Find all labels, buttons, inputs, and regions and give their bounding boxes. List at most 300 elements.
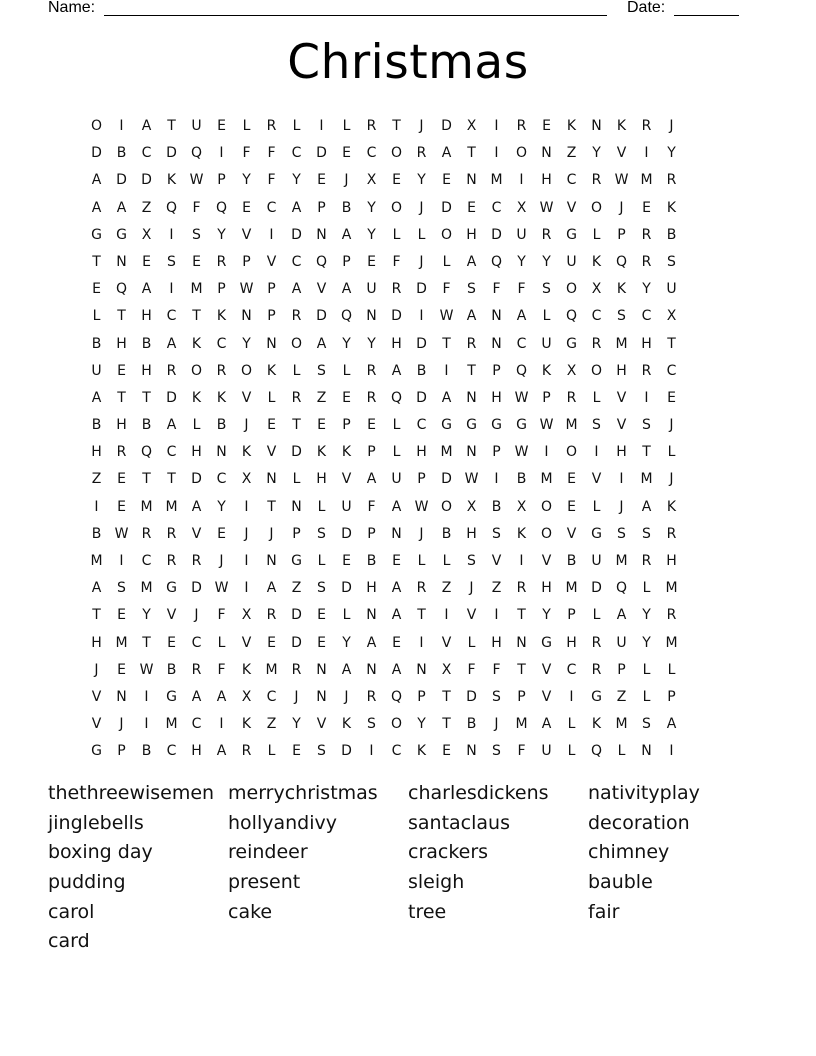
grid-letter[interactable]: T [467,145,476,162]
grid-letter[interactable]: T [92,607,101,624]
grid-letter[interactable]: I [444,362,449,379]
grid-letter[interactable]: Z [441,580,452,597]
grid-letter[interactable]: L [567,743,576,760]
grid-letter[interactable]: I [594,444,599,461]
grid-letter[interactable]: B [566,553,577,569]
grid-letter[interactable]: U [541,743,552,760]
grid-letter[interactable]: E [667,389,676,406]
grid-letter[interactable]: V [241,634,252,651]
grid-letter[interactable]: P [567,607,576,624]
grid-letter[interactable]: F [242,145,251,162]
grid-letter[interactable]: A [91,172,102,189]
grid-letter[interactable]: E [317,634,326,651]
grid-letter[interactable]: M [115,634,128,651]
grid-letter[interactable]: O [540,498,553,515]
grid-letter[interactable]: R [266,118,277,134]
grid-letter[interactable]: R [366,118,377,134]
grid-letter[interactable]: C [141,553,152,569]
grid-letter[interactable]: M [665,634,678,651]
grid-letter[interactable]: I [619,471,624,488]
grid-letter[interactable]: L [292,118,301,134]
grid-letter[interactable]: P [217,281,226,298]
grid-letter[interactable]: R [591,335,602,352]
grid-letter[interactable]: A [216,743,227,760]
grid-letter[interactable]: D [166,389,177,406]
grid-letter[interactable]: B [116,145,127,162]
grid-letter[interactable]: J [344,172,349,189]
grid-letter[interactable]: C [166,444,177,461]
grid-letter[interactable]: D [416,389,427,406]
grid-letter[interactable]: B [141,417,152,434]
grid-letter[interactable]: G [91,226,102,243]
grid-letter[interactable]: E [442,172,451,189]
grid-letter[interactable]: Y [367,226,376,243]
grid-letter[interactable]: E [267,634,276,651]
grid-letter[interactable]: K [591,253,602,270]
grid-letter[interactable]: J [269,525,274,542]
grid-letter[interactable]: H [366,580,377,597]
grid-letter[interactable]: K [541,362,552,379]
grid-letter[interactable]: I [244,580,249,597]
grid-letter[interactable]: X [441,661,452,678]
grid-letter[interactable]: J [669,417,674,434]
grid-letter[interactable]: T [292,417,301,434]
grid-letter[interactable]: R [641,553,652,569]
grid-letter[interactable]: S [367,716,376,733]
grid-letter[interactable]: F [517,281,526,298]
grid-letter[interactable]: N [466,172,477,189]
grid-letter[interactable]: X [241,688,252,705]
grid-letter[interactable]: G [516,417,527,434]
grid-letter[interactable]: O [515,145,528,162]
grid-letter[interactable]: A [216,688,227,705]
date-field[interactable] [674,15,739,16]
grid-letter[interactable]: Z [141,199,152,216]
grid-letter[interactable]: L [342,362,351,379]
grid-letter[interactable]: R [666,525,677,542]
grid-letter[interactable]: D [191,580,202,597]
grid-letter[interactable]: S [542,281,551,298]
grid-letter[interactable]: S [317,362,326,379]
grid-letter[interactable]: Z [316,389,327,406]
grid-letter[interactable]: J [219,553,224,569]
grid-letter[interactable]: R [366,362,377,379]
grid-letter[interactable]: L [642,580,651,597]
grid-letter[interactable]: P [492,444,501,461]
grid-letter[interactable]: J [669,118,674,134]
grid-letter[interactable]: V [166,607,177,624]
grid-letter[interactable]: E [217,118,226,134]
grid-letter[interactable]: A [91,389,102,406]
grid-letter[interactable]: V [466,607,477,624]
grid-letter[interactable]: N [116,253,127,270]
grid-letter[interactable]: L [392,417,401,434]
grid-letter[interactable]: N [491,308,502,325]
grid-letter[interactable]: M [490,172,503,189]
grid-letter[interactable]: T [142,634,151,651]
grid-letter[interactable]: A [391,362,402,379]
grid-letter[interactable]: C [291,253,302,270]
grid-letter[interactable]: Q [140,444,153,461]
grid-letter[interactable]: O [590,199,603,216]
grid-letter[interactable]: J [419,253,424,270]
grid-letter[interactable]: X [566,362,577,379]
grid-letter[interactable]: L [342,607,351,624]
grid-letter[interactable]: T [117,308,126,325]
grid-letter[interactable]: Y [217,498,226,515]
grid-letter[interactable]: N [466,389,477,406]
grid-letter[interactable]: N [316,688,327,705]
grid-letter[interactable]: J [344,688,349,705]
grid-letter[interactable]: D [291,607,302,624]
grid-letter[interactable]: R [366,688,377,705]
grid-letter[interactable]: N [366,308,377,325]
grid-letter[interactable]: L [242,118,251,134]
grid-letter[interactable]: H [491,634,502,651]
grid-letter[interactable]: E [392,634,401,651]
grid-letter[interactable]: D [416,335,427,352]
grid-letter[interactable]: E [442,743,451,760]
grid-letter[interactable]: A [391,661,402,678]
grid-letter[interactable]: L [392,226,401,243]
grid-letter[interactable]: H [641,335,652,352]
grid-letter[interactable]: L [417,226,426,243]
grid-letter[interactable]: A [391,498,402,515]
grid-letter[interactable]: R [666,172,677,189]
grid-letter[interactable]: F [492,661,501,678]
grid-letter[interactable]: V [266,253,277,270]
grid-letter[interactable]: V [566,525,577,542]
grid-letter[interactable]: E [117,607,126,624]
grid-letter[interactable]: Q [390,389,403,406]
grid-letter[interactable]: H [566,634,577,651]
grid-letter[interactable]: K [266,362,277,379]
grid-letter[interactable]: U [391,471,402,488]
grid-letter[interactable]: K [341,444,352,461]
grid-letter[interactable]: A [541,716,552,733]
grid-letter[interactable]: R [516,580,527,597]
grid-letter[interactable]: E [567,498,576,515]
grid-letter[interactable]: Y [367,335,376,352]
grid-letter[interactable]: J [469,580,474,597]
grid-letter[interactable]: A [291,281,302,298]
grid-letter[interactable]: E [192,253,201,270]
grid-letter[interactable]: C [416,417,427,434]
grid-letter[interactable]: T [142,389,151,406]
grid-letter[interactable]: H [666,553,677,569]
grid-letter[interactable]: S [642,525,651,542]
grid-letter[interactable]: C [166,743,177,760]
grid-letter[interactable]: W [514,389,529,406]
grid-letter[interactable]: H [391,335,402,352]
grid-letter[interactable]: M [665,580,678,597]
grid-letter[interactable]: P [342,417,351,434]
grid-letter[interactable]: Q [565,308,578,325]
grid-letter[interactable]: O [240,362,253,379]
grid-letter[interactable]: W [514,444,529,461]
grid-letter[interactable]: N [266,471,277,488]
grid-letter[interactable]: M [565,417,578,434]
grid-letter[interactable]: L [392,444,401,461]
grid-letter[interactable]: Y [642,281,651,298]
grid-letter[interactable]: E [242,199,251,216]
grid-letter[interactable]: R [591,172,602,189]
grid-letter[interactable]: D [291,634,302,651]
grid-letter[interactable]: C [166,308,177,325]
grid-letter[interactable]: S [642,716,651,733]
grid-letter[interactable]: C [191,716,202,733]
grid-letter[interactable]: G [166,688,177,705]
grid-letter[interactable]: H [191,743,202,760]
grid-letter[interactable]: W [114,525,129,542]
grid-letter[interactable]: P [317,199,326,216]
grid-letter[interactable]: V [316,281,327,298]
grid-letter[interactable]: F [467,661,476,678]
grid-letter[interactable]: V [241,226,252,243]
grid-letter[interactable]: P [417,471,426,488]
grid-letter[interactable]: R [516,118,527,134]
grid-letter[interactable]: I [494,607,499,624]
grid-letter[interactable]: P [542,389,551,406]
grid-letter[interactable]: C [666,362,677,379]
grid-letter[interactable]: A [441,145,452,162]
grid-letter[interactable]: S [317,743,326,760]
grid-letter[interactable]: I [169,281,174,298]
grid-letter[interactable]: A [341,226,352,243]
grid-letter[interactable]: V [91,716,102,733]
grid-letter[interactable]: C [391,743,402,760]
grid-letter[interactable]: J [244,525,249,542]
grid-letter[interactable]: V [591,471,602,488]
grid-letter[interactable]: H [466,525,477,542]
grid-letter[interactable]: R [391,281,402,298]
grid-letter[interactable]: D [466,688,477,705]
grid-letter[interactable]: R [291,308,302,325]
grid-letter[interactable]: P [367,525,376,542]
grid-letter[interactable]: U [566,253,577,270]
grid-letter[interactable]: Y [667,145,676,162]
grid-letter[interactable]: J [494,716,499,733]
grid-letter[interactable]: F [217,661,226,678]
grid-letter[interactable]: F [442,281,451,298]
grid-letter[interactable]: L [467,634,476,651]
grid-letter[interactable]: L [442,253,451,270]
name-field[interactable] [104,15,607,16]
grid-letter[interactable]: T [167,471,176,488]
grid-letter[interactable]: M [640,172,653,189]
grid-letter[interactable]: B [516,471,527,488]
grid-letter[interactable]: L [592,607,601,624]
grid-letter[interactable]: T [442,688,451,705]
grid-letter[interactable]: M [540,471,553,488]
grid-letter[interactable]: R [591,634,602,651]
grid-letter[interactable]: A [116,199,127,216]
grid-letter[interactable]: I [669,743,674,760]
grid-letter[interactable]: O [390,145,403,162]
grid-letter[interactable]: E [467,199,476,216]
grid-letter[interactable]: A [341,661,352,678]
grid-letter[interactable]: R [216,253,227,270]
grid-letter[interactable]: R [641,362,652,379]
grid-letter[interactable]: N [241,308,252,325]
grid-letter[interactable]: M [165,498,178,515]
grid-letter[interactable]: T [642,444,651,461]
grid-letter[interactable]: L [667,444,676,461]
grid-letter[interactable]: V [91,688,102,705]
grid-letter[interactable]: A [366,634,377,651]
grid-letter[interactable]: J [94,661,99,678]
grid-letter[interactable]: O [390,716,403,733]
grid-letter[interactable]: D [91,145,102,162]
grid-letter[interactable]: H [191,444,202,461]
grid-letter[interactable]: S [492,688,501,705]
grid-letter[interactable]: I [494,471,499,488]
grid-letter[interactable]: C [366,145,377,162]
grid-letter[interactable]: I [219,145,224,162]
grid-letter[interactable]: I [369,743,374,760]
grid-letter[interactable]: P [267,281,276,298]
grid-letter[interactable]: E [292,743,301,760]
grid-letter[interactable]: E [642,199,651,216]
grid-letter[interactable]: D [341,525,352,542]
grid-letter[interactable]: L [217,634,226,651]
grid-letter[interactable]: Q [190,145,203,162]
grid-letter[interactable]: L [567,716,576,733]
grid-letter[interactable]: E [342,553,351,569]
grid-letter[interactable]: S [492,743,501,760]
grid-letter[interactable]: V [266,444,277,461]
grid-letter[interactable]: N [216,444,227,461]
grid-letter[interactable]: A [616,607,627,624]
grid-letter[interactable]: Z [91,471,102,488]
grid-letter[interactable]: L [192,417,201,434]
grid-letter[interactable]: L [617,743,626,760]
grid-letter[interactable]: A [291,199,302,216]
grid-letter[interactable]: V [616,417,627,434]
grid-letter[interactable]: C [266,688,277,705]
grid-letter[interactable]: Q [490,253,503,270]
grid-letter[interactable]: E [117,362,126,379]
grid-letter[interactable]: N [541,145,552,162]
grid-letter[interactable]: I [644,389,649,406]
grid-letter[interactable]: R [166,553,177,569]
grid-letter[interactable]: A [391,580,402,597]
grid-letter[interactable]: W [539,199,554,216]
grid-letter[interactable]: N [466,743,477,760]
grid-letter[interactable]: N [266,553,277,569]
grid-letter[interactable]: L [667,661,676,678]
grid-letter[interactable]: V [491,553,502,569]
grid-letter[interactable]: Y [292,172,301,189]
grid-letter[interactable]: M [265,661,278,678]
grid-letter[interactable]: S [467,553,476,569]
grid-letter[interactable]: W [414,498,429,515]
grid-letter[interactable]: K [191,335,202,352]
grid-letter[interactable]: D [441,199,452,216]
grid-letter[interactable]: A [666,716,677,733]
grid-letter[interactable]: T [267,498,276,515]
grid-letter[interactable]: B [91,525,102,542]
grid-letter[interactable]: M [565,580,578,597]
grid-letter[interactable]: T [142,471,151,488]
grid-letter[interactable]: K [516,525,527,542]
grid-letter[interactable]: D [291,444,302,461]
grid-letter[interactable]: S [117,580,126,597]
grid-letter[interactable]: I [244,553,249,569]
grid-letter[interactable]: N [641,743,652,760]
grid-letter[interactable]: L [317,553,326,569]
grid-letter[interactable]: E [542,118,551,134]
grid-letter[interactable]: M [615,716,628,733]
grid-letter[interactable]: I [269,226,274,243]
grid-letter[interactable]: C [266,199,277,216]
grid-letter[interactable]: A [191,498,202,515]
grid-letter[interactable]: P [367,444,376,461]
grid-letter[interactable]: S [642,417,651,434]
grid-letter[interactable]: Q [165,199,178,216]
grid-letter[interactable]: A [641,498,652,515]
grid-letter[interactable]: V [241,389,252,406]
grid-letter[interactable]: C [216,335,227,352]
grid-letter[interactable]: U [366,281,377,298]
grid-letter[interactable]: C [491,199,502,216]
grid-letter[interactable]: R [266,607,277,624]
grid-letter[interactable]: I [444,607,449,624]
grid-letter[interactable]: K [191,389,202,406]
grid-letter[interactable]: Q [590,743,603,760]
grid-letter[interactable]: I [144,688,149,705]
grid-letter[interactable]: A [141,118,152,134]
grid-letter[interactable]: C [141,145,152,162]
grid-letter[interactable]: R [291,661,302,678]
grid-letter[interactable]: I [94,498,99,515]
grid-letter[interactable]: D [591,580,602,597]
grid-letter[interactable]: A [316,335,327,352]
grid-letter[interactable]: L [417,553,426,569]
grid-letter[interactable]: I [319,118,324,134]
grid-letter[interactable]: O [440,498,453,515]
grid-letter[interactable]: F [267,145,276,162]
grid-letter[interactable]: J [194,607,199,624]
grid-letter[interactable]: P [292,525,301,542]
grid-letter[interactable]: J [119,716,124,733]
grid-letter[interactable]: D [191,471,202,488]
grid-letter[interactable]: A [266,580,277,597]
grid-letter[interactable]: G [91,743,102,760]
grid-letter[interactable]: O [390,199,403,216]
grid-letter[interactable]: W [539,417,554,434]
grid-letter[interactable]: I [519,172,524,189]
grid-letter[interactable]: L [442,553,451,569]
grid-letter[interactable]: F [192,199,201,216]
grid-letter[interactable]: R [141,525,152,542]
grid-letter[interactable]: G [566,226,577,243]
grid-letter[interactable]: O [565,444,578,461]
grid-letter[interactable]: I [169,226,174,243]
grid-letter[interactable]: I [419,308,424,325]
grid-letter[interactable]: J [669,471,674,488]
grid-letter[interactable]: E [317,172,326,189]
grid-letter[interactable]: G [591,688,602,705]
grid-letter[interactable]: E [142,253,151,270]
grid-letter[interactable]: T [517,607,526,624]
grid-letter[interactable]: X [591,281,602,298]
grid-letter[interactable]: S [167,253,176,270]
grid-letter[interactable]: K [166,172,177,189]
grid-letter[interactable]: P [667,688,676,705]
grid-letter[interactable]: P [342,253,351,270]
grid-letter[interactable]: Z [566,145,577,162]
